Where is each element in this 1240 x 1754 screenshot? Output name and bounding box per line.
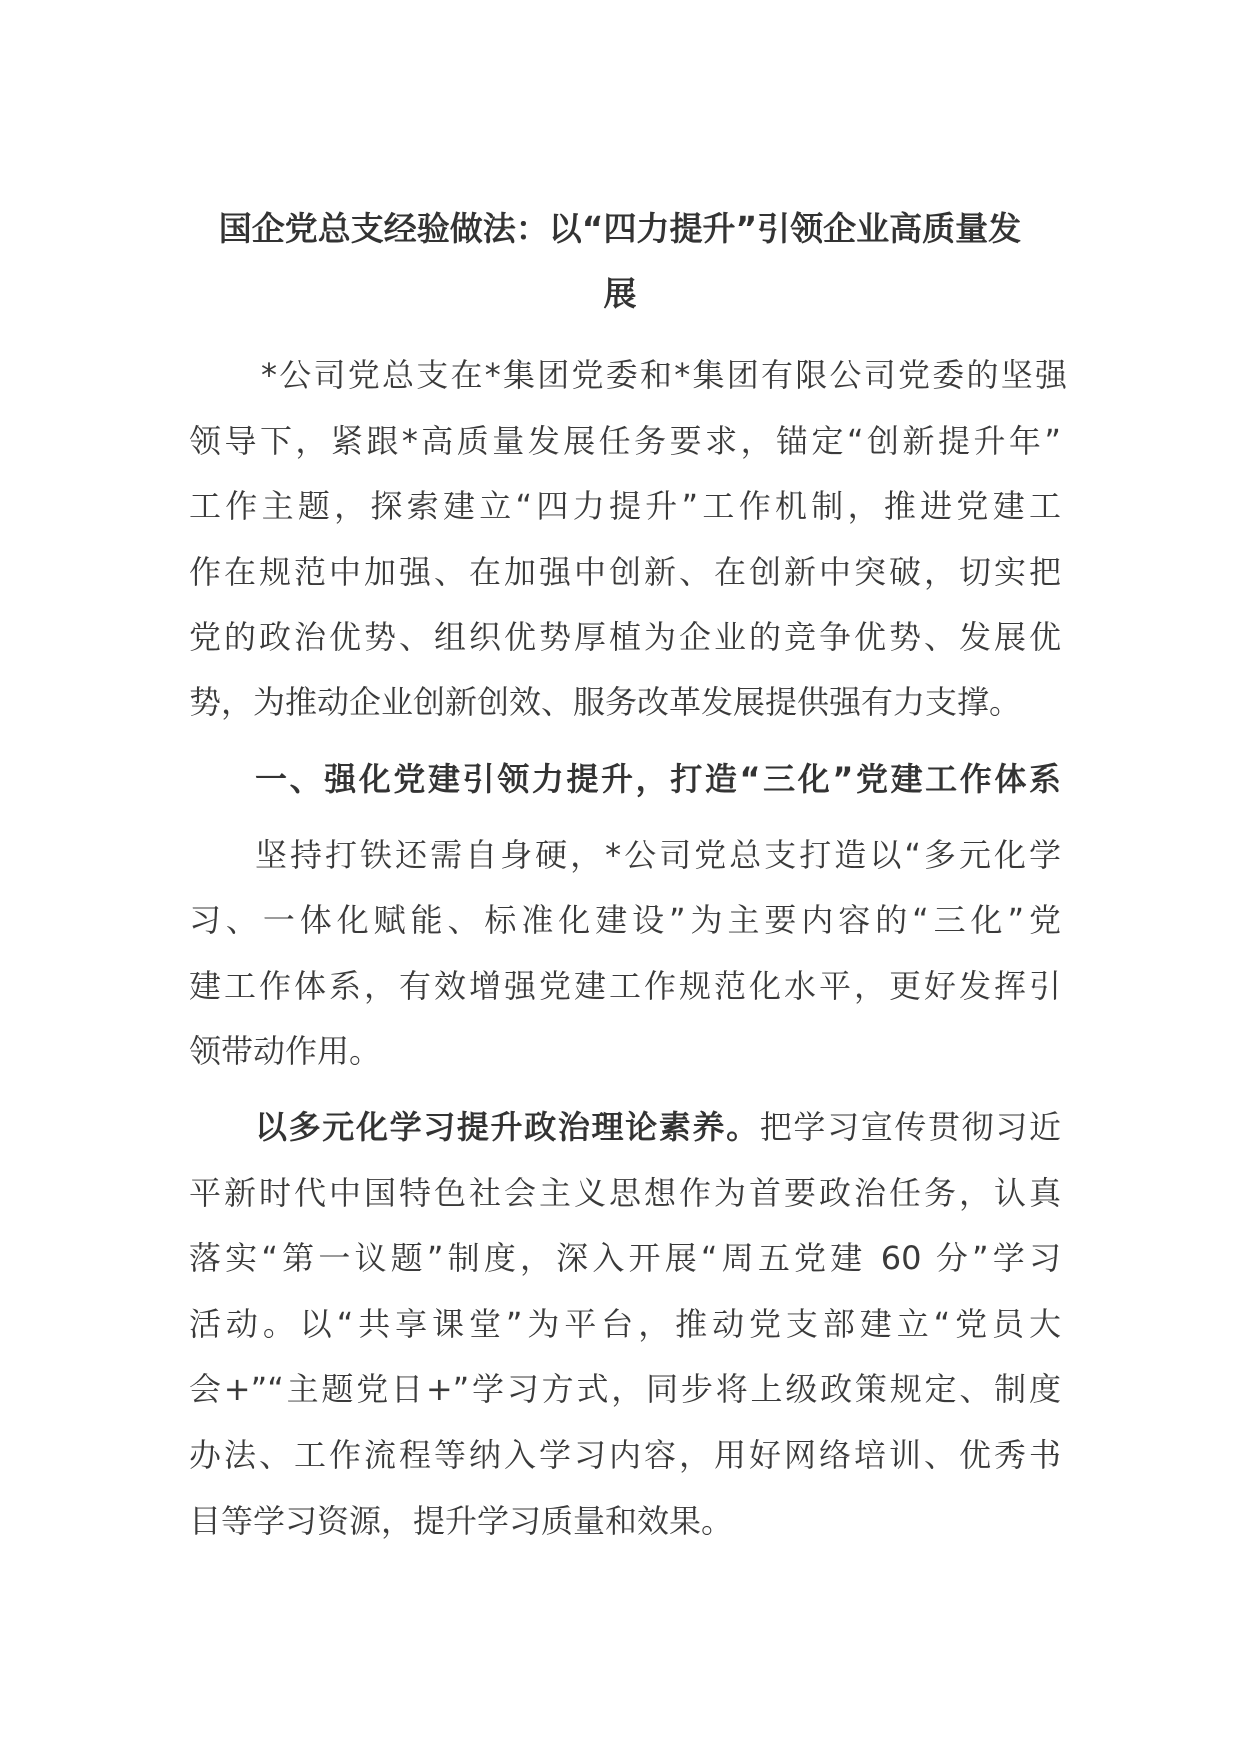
- paragraph-line: 会+”“主题党日+”学习方式，同步将上级政策规定、制度: [189, 1370, 1061, 1408]
- document-title-line-2: 展: [603, 274, 637, 313]
- document-title-line-1: 国企党总支经验做法：以“四力提升”引领企业高质量发: [218, 209, 1022, 248]
- paragraph-line: 工作主题，探索建立“四力提升”工作机制，推进党建工: [189, 487, 1061, 525]
- paragraph-line: 领导下，紧跟*高质量发展任务要求，锚定“创新提升年”: [189, 422, 1061, 460]
- paragraph-line: 目等学习资源，提升学习质量和效果。: [189, 1502, 734, 1540]
- paragraph-line: [189, 1094, 1061, 1160]
- paragraph-line: 办法、工作流程等纳入学习内容，用好网络培训、优秀书: [189, 1436, 1061, 1474]
- paragraph-line: 活动。以“共享课堂”为平台，推动党支部建立“党员大: [189, 1305, 1061, 1343]
- paragraph-line: 坚持打铁还需自身硬，*公司党总支打造以“多元化学: [255, 836, 1061, 874]
- section-heading: 一、强化党建引领力提升，打造“三化”党建工作体系: [255, 760, 1061, 798]
- paragraph-line: 领带动作用。: [189, 1032, 382, 1070]
- paragraph-line: 作在规范中加强、在加强中创新、在创新中突破，切实把: [189, 553, 1061, 591]
- paragraph-lead-bold: 以多元化学习提升政治理论素养。: [255, 1108, 760, 1146]
- paragraph-line: 势，为推动企业创新创效、服务改革发展提供强有力支撑。: [189, 683, 1022, 721]
- paragraph-line: 落实“第一议题”制度，深入开展“周五党建 60 分”学习: [189, 1239, 1061, 1277]
- paragraph-line: *公司党总支在*集团党委和*集团有限公司党委的坚强: [261, 356, 1067, 394]
- paragraph-line: 建工作体系，有效增强党建工作规范化水平，更好发挥引: [189, 967, 1061, 1005]
- paragraph-text: 把学习宣传贯彻习近: [759, 1108, 1061, 1146]
- paragraph-line: 党的政治优势、组织优势厚植为企业的竞争优势、发展优: [189, 618, 1061, 656]
- paragraph-line: 习、一体化赋能、标准化建设”为主要内容的“三化”党: [189, 901, 1061, 939]
- paragraph-line: 平新时代中国特色社会主义思想作为首要政治任务，认真: [189, 1174, 1061, 1212]
